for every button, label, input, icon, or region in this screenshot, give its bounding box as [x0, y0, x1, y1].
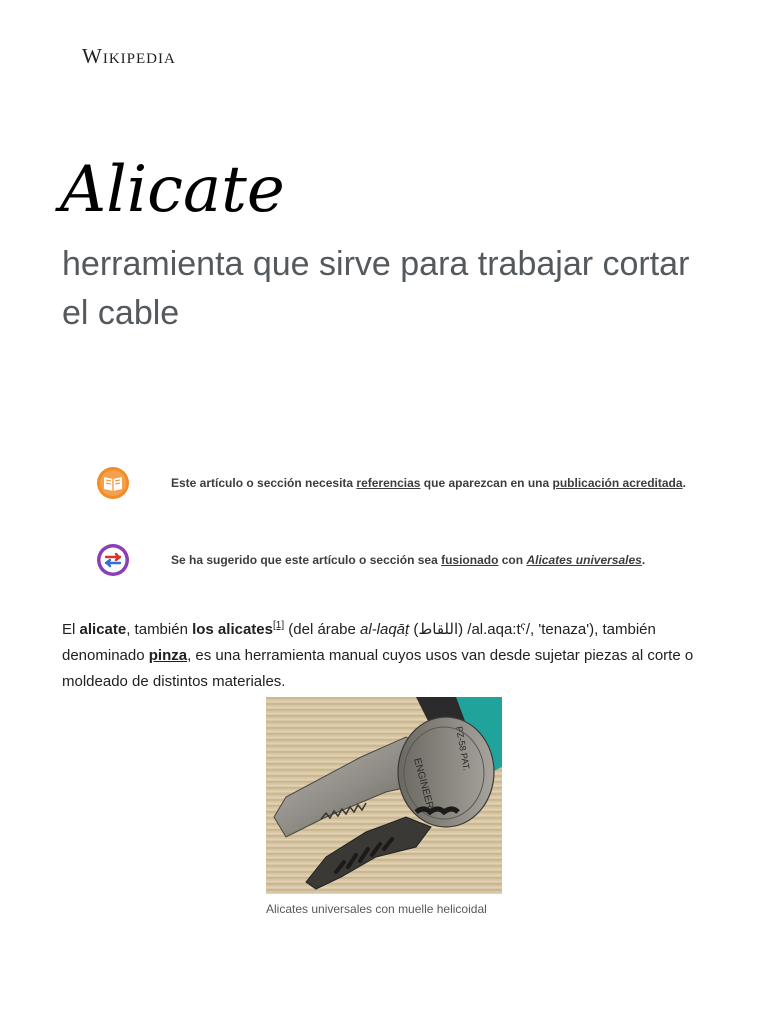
reliable-publication-link[interactable]: publicación acreditada	[552, 476, 683, 490]
pliers-photo[interactable]	[266, 697, 502, 894]
wikipedia-logo[interactable]: Wikipedia	[82, 44, 176, 68]
notice-text-part: .	[641, 553, 646, 567]
reference-link[interactable]: [1]	[272, 620, 285, 631]
page-title: Alicate	[60, 153, 285, 227]
intro-text: (اللقاط) /al.aqa:tˁ/, 'tenaza'), también denominado	[62, 621, 656, 664]
merge-notice-text	[171, 552, 711, 568]
intro-text: , también	[126, 621, 193, 638]
intro-bold-term: los alicates	[192, 621, 273, 638]
universal-pliers-link[interactable]: Alicates universales	[526, 553, 642, 567]
page-subtitle: herramienta que sirve para trabajar cortar el cable	[62, 245, 690, 332]
notice-text-part: con	[498, 553, 527, 567]
merge-notice	[96, 543, 716, 583]
book-icon	[96, 466, 130, 500]
notice-text-part: .	[682, 476, 686, 490]
intro-text: , es una herramienta manual cuyos usos van desde sujetar piezas al corte o moldeado de distintos materiales.	[62, 647, 694, 690]
intro-text: El	[62, 621, 80, 638]
notice-text-part: Este artículo o sección necesita	[171, 476, 357, 490]
figure-caption: Alicates universales con muelle helicoidal	[266, 902, 487, 916]
engraving-text: ENGINEER	[411, 756, 436, 811]
notice-text-part: Se ha sugerido que este artículo o sección sea	[171, 553, 442, 567]
references-link[interactable]: referencias	[356, 476, 421, 490]
merge-icon	[96, 543, 130, 577]
intro-text: (del árabe	[284, 621, 360, 638]
engraving-text-2: PZ-58 PAT.	[454, 725, 472, 772]
references-notice	[96, 466, 716, 506]
intro-paragraph	[62, 613, 702, 695]
merged-link[interactable]: fusionado	[441, 553, 499, 567]
intro-bold-term: alicate	[79, 621, 127, 638]
references-notice-text	[171, 475, 711, 491]
pinza-link[interactable]: pinza	[148, 647, 188, 664]
notice-text-part: que aparezcan en una	[420, 476, 553, 490]
intro-italic-term: al-laqāṭ	[360, 621, 410, 638]
